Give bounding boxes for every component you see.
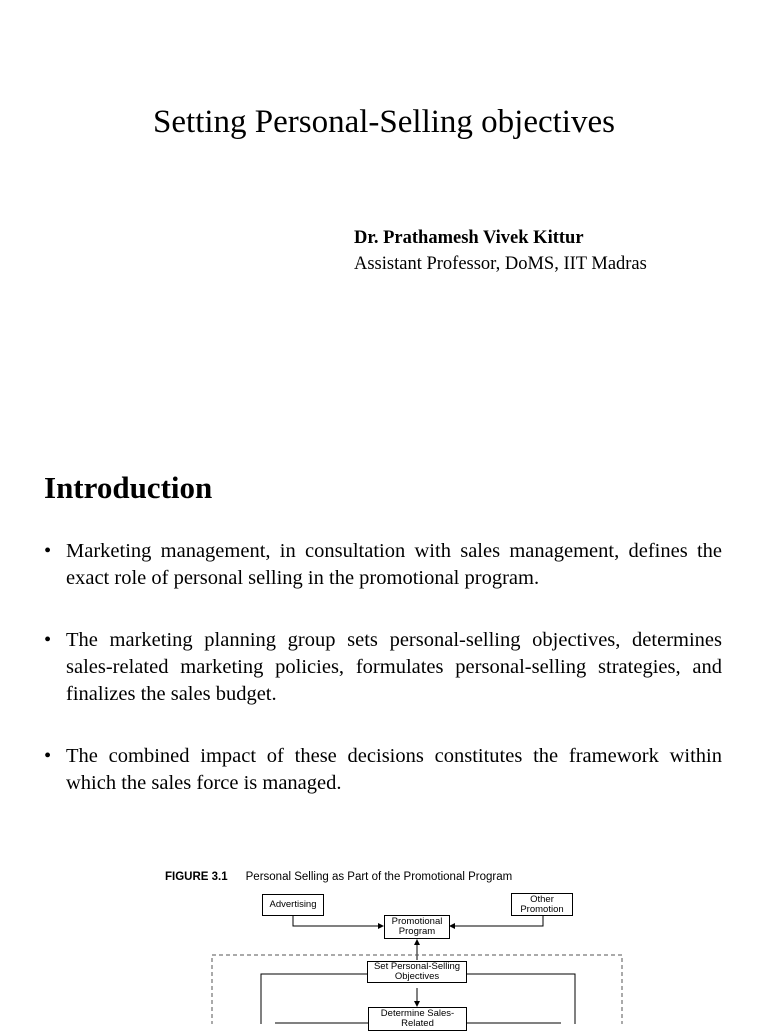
- box-promotional-program: Promotional Program: [384, 915, 450, 939]
- box-set-objectives: Set Personal-Selling Objectives: [367, 961, 467, 983]
- figure-caption: [165, 871, 512, 883]
- bullet-marker: •: [44, 745, 52, 767]
- author-name: Dr. Prathamesh Vivek Kittur: [354, 228, 584, 248]
- bullet-item: [44, 627, 722, 708]
- box-determine: Determine Sales-Related: [368, 1007, 467, 1031]
- bullet-marker: •: [44, 540, 52, 562]
- author-block: [354, 227, 647, 275]
- bullet-text: The combined impact of these decisions constitutes the framework within which the sales force is managed.: [66, 745, 722, 794]
- bullet-list: [44, 538, 722, 832]
- slide-title: Setting Personal-Selling objectives: [153, 104, 615, 140]
- section-heading: Introduction: [44, 470, 213, 505]
- bullet-marker: •: [44, 629, 52, 651]
- figure-label: FIGURE 3.1: [165, 871, 228, 883]
- bullet-text: Marketing management, in consultation with sales management, defines the exact role of personal selling in the promotional program.: [66, 540, 722, 589]
- box-advertising: Advertising: [262, 894, 324, 916]
- bullet-item: [44, 743, 722, 797]
- arrow-advertising: [293, 916, 383, 926]
- loop-left: [261, 974, 367, 1024]
- promotional-program-figure: [163, 868, 623, 1029]
- loop-right: [467, 974, 575, 1024]
- box-other-promotion: Other Promotion: [511, 893, 573, 916]
- figure-caption-text: Personal Selling as Part of the Promotional Program: [245, 871, 513, 883]
- bullet-text: The marketing planning group sets personal-selling objectives, determines sales-related marketing policies, formulates personal-selling strategies, and finalizes the sales budget.: [66, 629, 722, 705]
- author-affiliation: Assistant Professor, DoMS, IIT Madras: [354, 254, 647, 274]
- figure-connectors: [163, 868, 623, 1024]
- bullet-item: [44, 538, 722, 592]
